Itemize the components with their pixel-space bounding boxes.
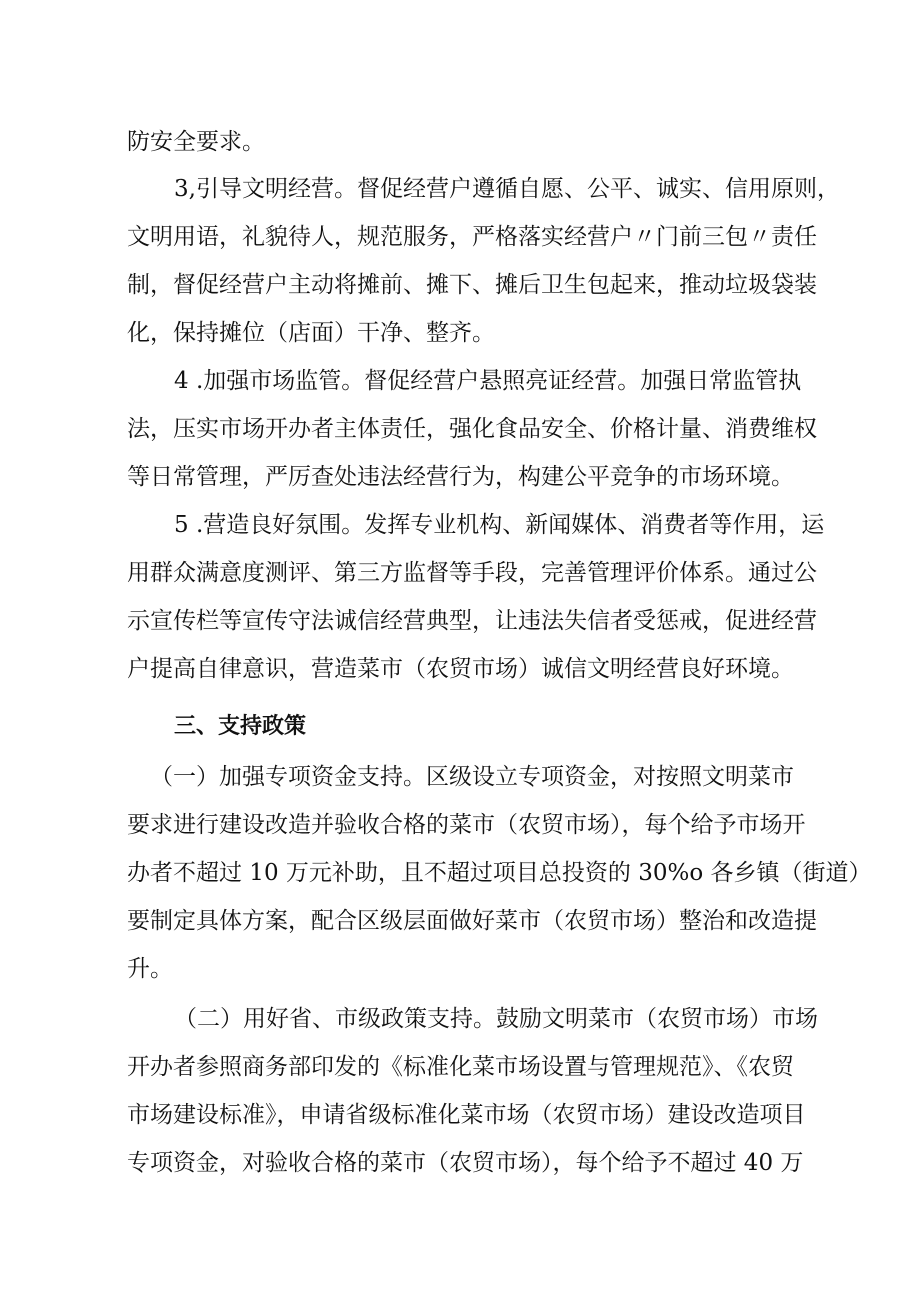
line-text: 办者不超过 10 万元补助，且不超过项目总投资的 30%o 各乡镇（街道） [127,860,872,886]
line-text: 制，督促经营户主动将摊前、摊下、摊后卫生包起来，推动垃圾袋装 [127,272,817,298]
line-text: （一）加强专项资金支持。区级设立专项资金，对按照文明菜市 [150,764,794,790]
line-text: 法，压实市场开办者主体责任，强化食品安全、价格计量、消费维权 [127,416,817,442]
section-heading-text: 三、支持政策 [174,714,307,739]
line-text: 升。 [127,956,173,982]
line-text: 示宣传栏等宣传守法诚信经营典型，让违法失信者受惩戒，促进经营 [127,608,817,634]
line-text: 户提高自律意识，营造菜市（农贸市场）诚信文明经营良好环境。 [127,656,794,682]
line-text: 防安全要求。 [127,129,265,155]
line-text: 3,引导文明经营。督促经营户遵循自愿、公平、诚实、信用原则， [174,176,840,202]
line-text: 等日常管理，严厉查处违法经营行为，构建公平竞争的市场环境。 [127,464,794,490]
line-text: 4 .加强市场监管。督促经营户悬照亮证经营。加强日常监管执 [174,368,802,394]
line-text: 5 .营造良好氛围。发挥专业机构、新闻媒体、消费者等作用，运 [174,512,825,538]
line-text: 文明用语，礼貌待人，规范服务，严格落实经营户〃门前三包〃责任 [127,224,817,250]
line-text: 开办者参照商务部印发的《标准化菜市场设置与管理规范》、《农贸 [127,1054,794,1080]
line-text: 要求进行建设改造并验收合格的菜市（农贸市场），每个给予市场开 [127,812,806,838]
line-text: （二）用好省、市级政策支持。鼓励文明菜市（农贸市场）市场 [174,1006,818,1032]
line-text: 要制定具体方案，配合区级层面做好菜市（农贸市场）整治和改造提 [127,908,817,934]
line-text: 用群众满意度测评、第三方监督等手段，完善管理评价体系。通过公 [127,560,817,586]
line-text: 化，保持摊位（店面）干净、整齐。 [127,320,495,346]
line-text: 市场建设标准》，申请省级标准化菜市场（农贸市场）建设改造项目 [127,1102,806,1128]
line-text: 专项资金，对验收合格的菜市（农贸市场），每个给予不超过 40 万 [127,1150,804,1176]
